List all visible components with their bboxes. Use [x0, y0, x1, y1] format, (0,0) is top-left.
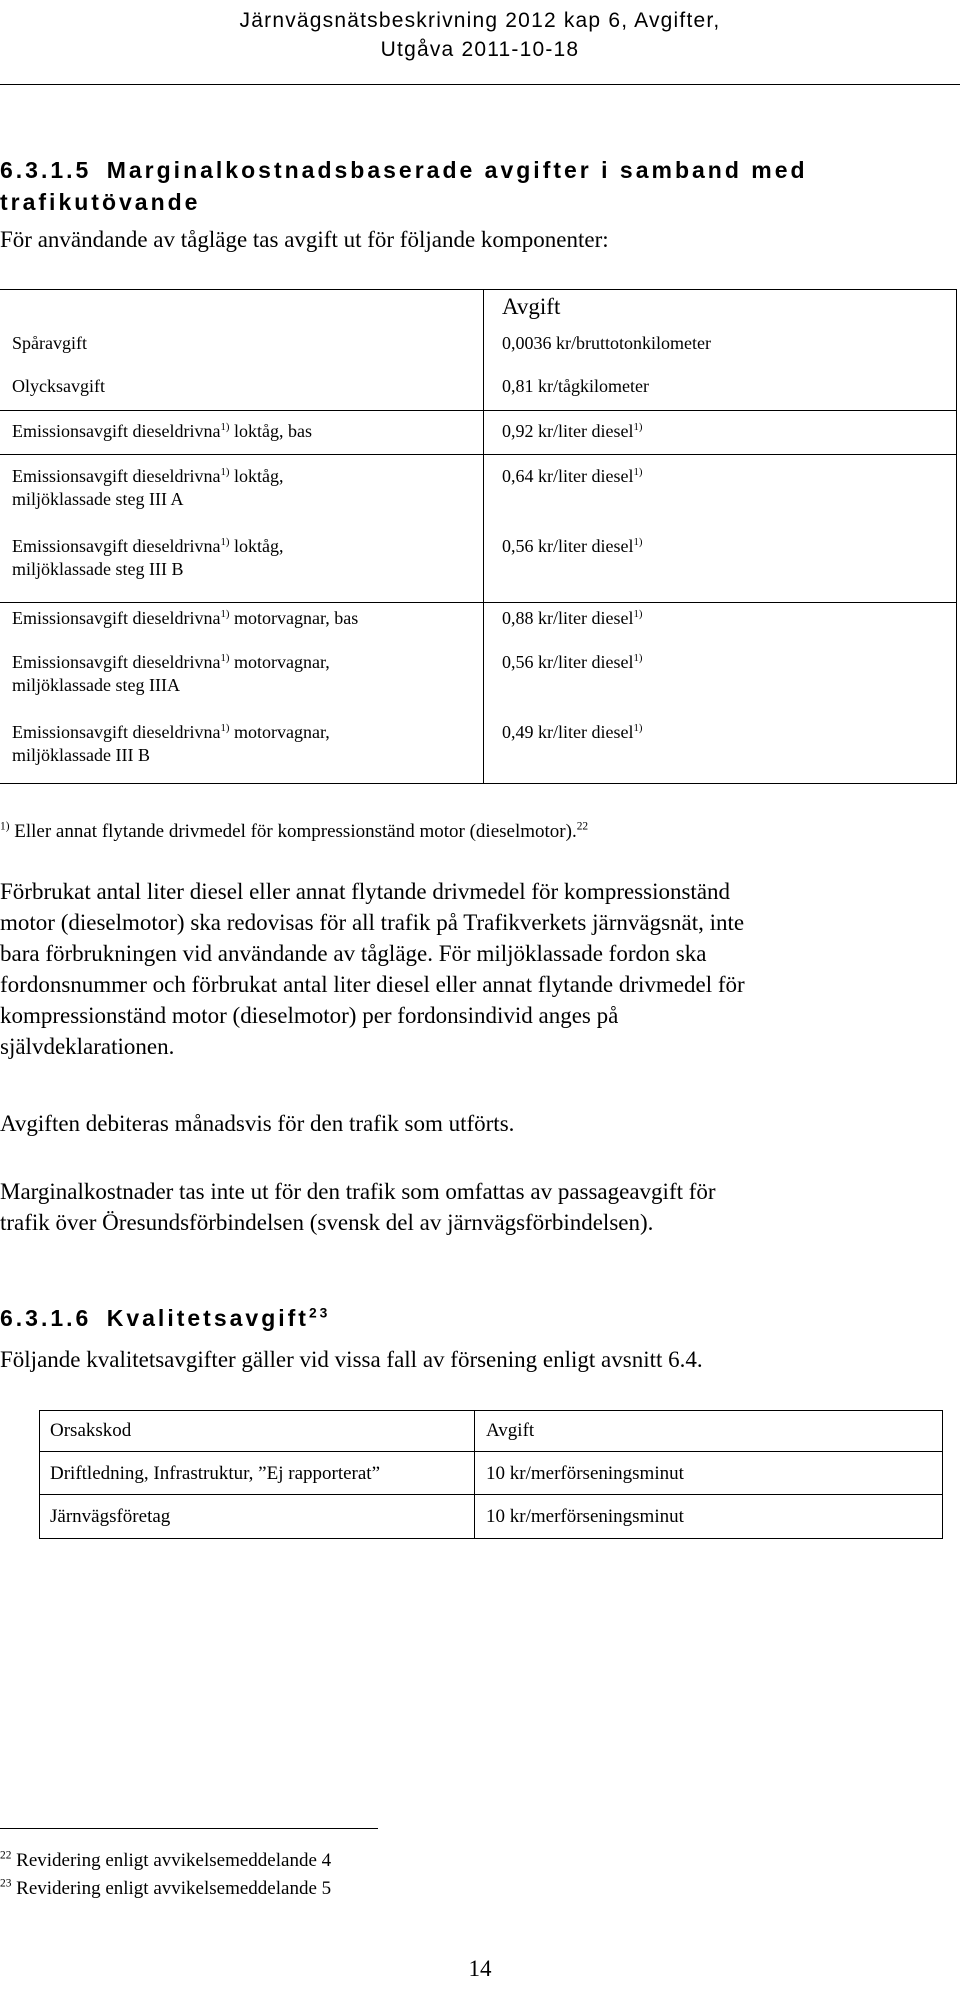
fee-table-row-rule [0, 410, 957, 411]
note-text: Eller annat flytande drivmedel för kompressionständ motor (dieselmotor). [9, 821, 577, 842]
quality-table-header-avgift: Avgift [486, 1420, 535, 1441]
quality-table-cell: Driftledning, Infrastruktur, ”Ej rapporterat” [50, 1463, 381, 1484]
quality-table-cell: 10 kr/merförseningsminut [486, 1463, 684, 1484]
page-number: 14 [468, 1956, 492, 1981]
footnote-23: $^{23}$ Revidering enligt avvikelsemeddelande 5 [0, 1877, 332, 1899]
header-line-2: Utgåva 2011-10-18 [380, 38, 580, 61]
fee-row-value: 0,0036 kr/bruttotonkilometer [502, 333, 711, 353]
quality-table-cell: Järnvägsföretag [50, 1506, 171, 1527]
fee-row-label: Olycksavgift [12, 376, 105, 396]
paragraph-monthly-billing: Avgiften debiteras månadsvis för den trafik som utförts. [0, 1111, 515, 1136]
fee-row-label: Emissionsavgift dieseldrivna$^{1)}$ motorvagnar, miljöklassade III B [12, 722, 330, 765]
paragraph-diesel-reporting: Förbrukat antal liter diesel eller annat flytande drivmedel för kompressionständ motor (dieselmotor) ska redovisas för all trafik på Trafikverkets järnvägsnät, inte bara förbrukningen vid användande av tågläge. För miljöklassade fordon ska fordonsnummer och förbrukat antal liter diesel eller annat flytande drivmedel för kompressionständ motor (dieselmotor) per fordonsindivid anges på självdeklarationen. [0, 879, 745, 1059]
section-title-line-1: Marginalkostnadsbaserade avgifter i samband med [106, 157, 808, 183]
fee-row-label: Emissionsavgift dieseldrivna$^{1)}$ loktåg, miljöklassade steg III A [12, 466, 284, 509]
fee-row-value: 0,64 kr/liter diesel$^{1)}$ [502, 466, 643, 486]
fee-row-value: 0,92 kr/liter diesel$^{1)}$ [502, 421, 643, 441]
fee-table-header-avgift: Avgift [502, 294, 561, 319]
paragraph-marginal-costs: Marginalkostnader tas inte ut för den trafik som omfattas av passageavgift för trafik över Öresundsförbindelsen (svensk del av järnvägsförbindelsen). [0, 1179, 716, 1235]
quality-table-cell: 10 kr/merförseningsminut [486, 1506, 684, 1527]
section-heading-6-3-1-6 [0, 1304, 330, 1332]
footnote-ref-23: 23 [308, 1305, 331, 1321]
fee-row-value: 0,56 kr/liter diesel$^{1)}$ [502, 652, 643, 672]
header-rule [0, 84, 960, 85]
fee-row-label: Emissionsavgift dieseldrivna$^{1)}$ loktåg, bas [12, 421, 312, 441]
footnote-ref-22: 22 [576, 820, 589, 833]
running-header [0, 6, 960, 64]
table-note [0, 820, 588, 844]
fee-row-label: Emissionsavgift dieseldrivna$^{1)}$ motorvagnar, miljöklassade steg IIIA [12, 652, 330, 695]
fee-row-label: Emissionsavgift dieseldrivna$^{1)}$ motorvagnar, bas [12, 608, 359, 628]
fee-row-value: 0,56 kr/liter diesel$^{1)}$ [502, 536, 643, 556]
fee-row-value: 0,81 kr/tågkilometer [502, 376, 649, 396]
section-intro: För användande av tågläge tas avgift ut för följande komponenter: [0, 227, 609, 252]
fee-row-value: 0,88 kr/liter diesel$^{1)}$ [502, 608, 643, 628]
quality-fee-table-row-rule [39, 1494, 943, 1495]
header-line-1: Järnvägsnätsbeskrivning 2012 kap 6, Avgifter, [239, 9, 721, 32]
section-number: 6.3.1.5 [0, 157, 92, 183]
fee-row-label: Spåravgift [12, 333, 87, 353]
section-number: 6.3.1.6 [0, 1305, 92, 1331]
quality-fee-table-column-divider [474, 1410, 475, 1539]
section-title-line-2: trafikutövande [0, 189, 201, 215]
fee-table-row-rule [0, 602, 957, 603]
fee-table-row-rule [0, 783, 957, 784]
section-title: Kvalitetsavgift [106, 1305, 309, 1331]
fee-table-row-rule [0, 454, 957, 455]
fee-row-value: 0,49 kr/liter diesel$^{1)}$ [502, 722, 643, 742]
section-heading-6-3-1-5 [0, 156, 808, 184]
note-marker: 1) [0, 820, 10, 833]
section-intro: Följande kvalitetsavgifter gäller vid vissa fall av försening enligt avsnitt 6.4. [0, 1347, 703, 1372]
fee-table-column-divider [483, 289, 484, 783]
footnote-rule [0, 1828, 378, 1829]
quality-table-header-orsakskod: Orsakskod [50, 1420, 132, 1441]
footnote-22: $^{22}$ Revidering enligt avvikelsemeddelande 4 [0, 1849, 332, 1871]
quality-fee-table-row-rule [39, 1451, 943, 1452]
fee-row-label: Emissionsavgift dieseldrivna$^{1)}$ loktåg, miljöklassade steg III B [12, 536, 284, 579]
